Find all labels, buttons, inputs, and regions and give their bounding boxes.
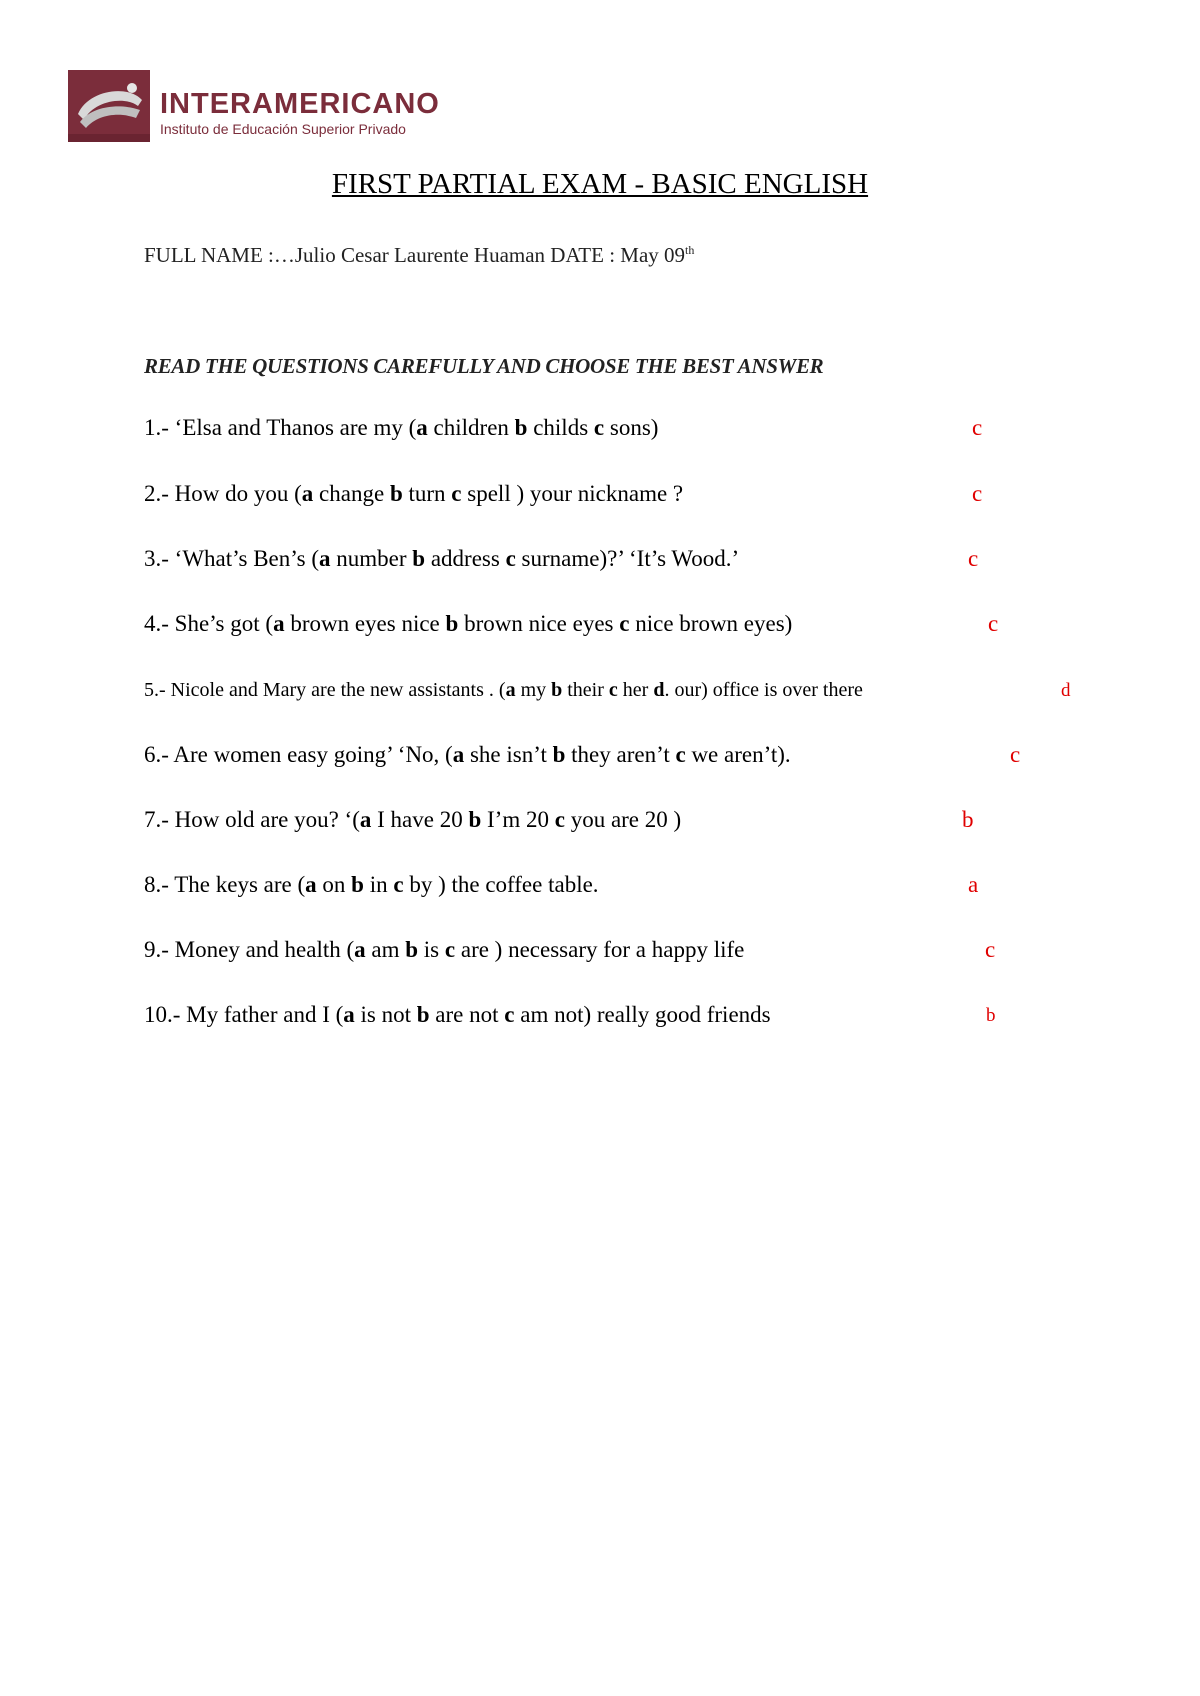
answer-8: a (968, 872, 979, 897)
answer-2: c (972, 481, 983, 506)
answer-10: b (986, 1005, 996, 1026)
answer-6: c (1010, 742, 1021, 767)
logo-brand: INTERAMERICANO (160, 88, 440, 120)
answer-7: b (962, 807, 974, 832)
answer-3: c (968, 546, 979, 571)
logo-emblem-icon (68, 70, 150, 142)
answer-4: c (988, 611, 999, 636)
exam-title: FIRST PARTIAL EXAM - BASIC ENGLISH (331, 168, 869, 200)
answer-5: d (1061, 680, 1071, 701)
question-2: 2.- How do you (a change b turn c spell ) your nickname ? (144, 481, 684, 506)
institution-logo (68, 70, 440, 142)
question-6: 6.- Are women easy going’ ‘No, (a she isn’t b they aren’t c we aren’t). (144, 742, 791, 767)
instructions: READ THE QUESTIONS CAREFULLY AND CHOOSE THE BEST ANSWER (144, 354, 824, 378)
question-9: 9.- Money and health (a am b is c are ) necessary for a happy life (144, 937, 745, 962)
question-4: 4.- She’s got (a brown eyes nice b brown nice eyes c nice brown eyes) (144, 611, 793, 636)
question-10: 10.- My father and I (a is not b are not c am not) really good friends (144, 1002, 771, 1027)
question-1: 1.- ‘Elsa and Thanos are my (a children b childs c sons) (144, 415, 659, 440)
question-3: 3.- ‘What’s Ben’s (a number b address c surname)?’ ‘It’s Wood.’ (144, 546, 740, 571)
full-name-text: FULL NAME :…Julio Cesar Laurente Huaman DATE : May 09 (144, 243, 686, 267)
full-name-line (144, 243, 694, 268)
question-7: 7.- How old are you? ‘(a I have 20 b I’m 20 c you are 20 ) (144, 807, 682, 832)
answer-1: c (972, 415, 983, 440)
logo-subtitle: Instituto de Educación Superior Privado (160, 121, 406, 137)
date-suffix: th (685, 243, 695, 257)
question-5: 5.- Nicole and Mary are the new assistants . (a my b their c her d. our) office is over there (144, 679, 863, 701)
question-8: 8.- The keys are (a on b in c by ) the coffee table. (144, 872, 599, 897)
answer-9: c (985, 937, 996, 962)
